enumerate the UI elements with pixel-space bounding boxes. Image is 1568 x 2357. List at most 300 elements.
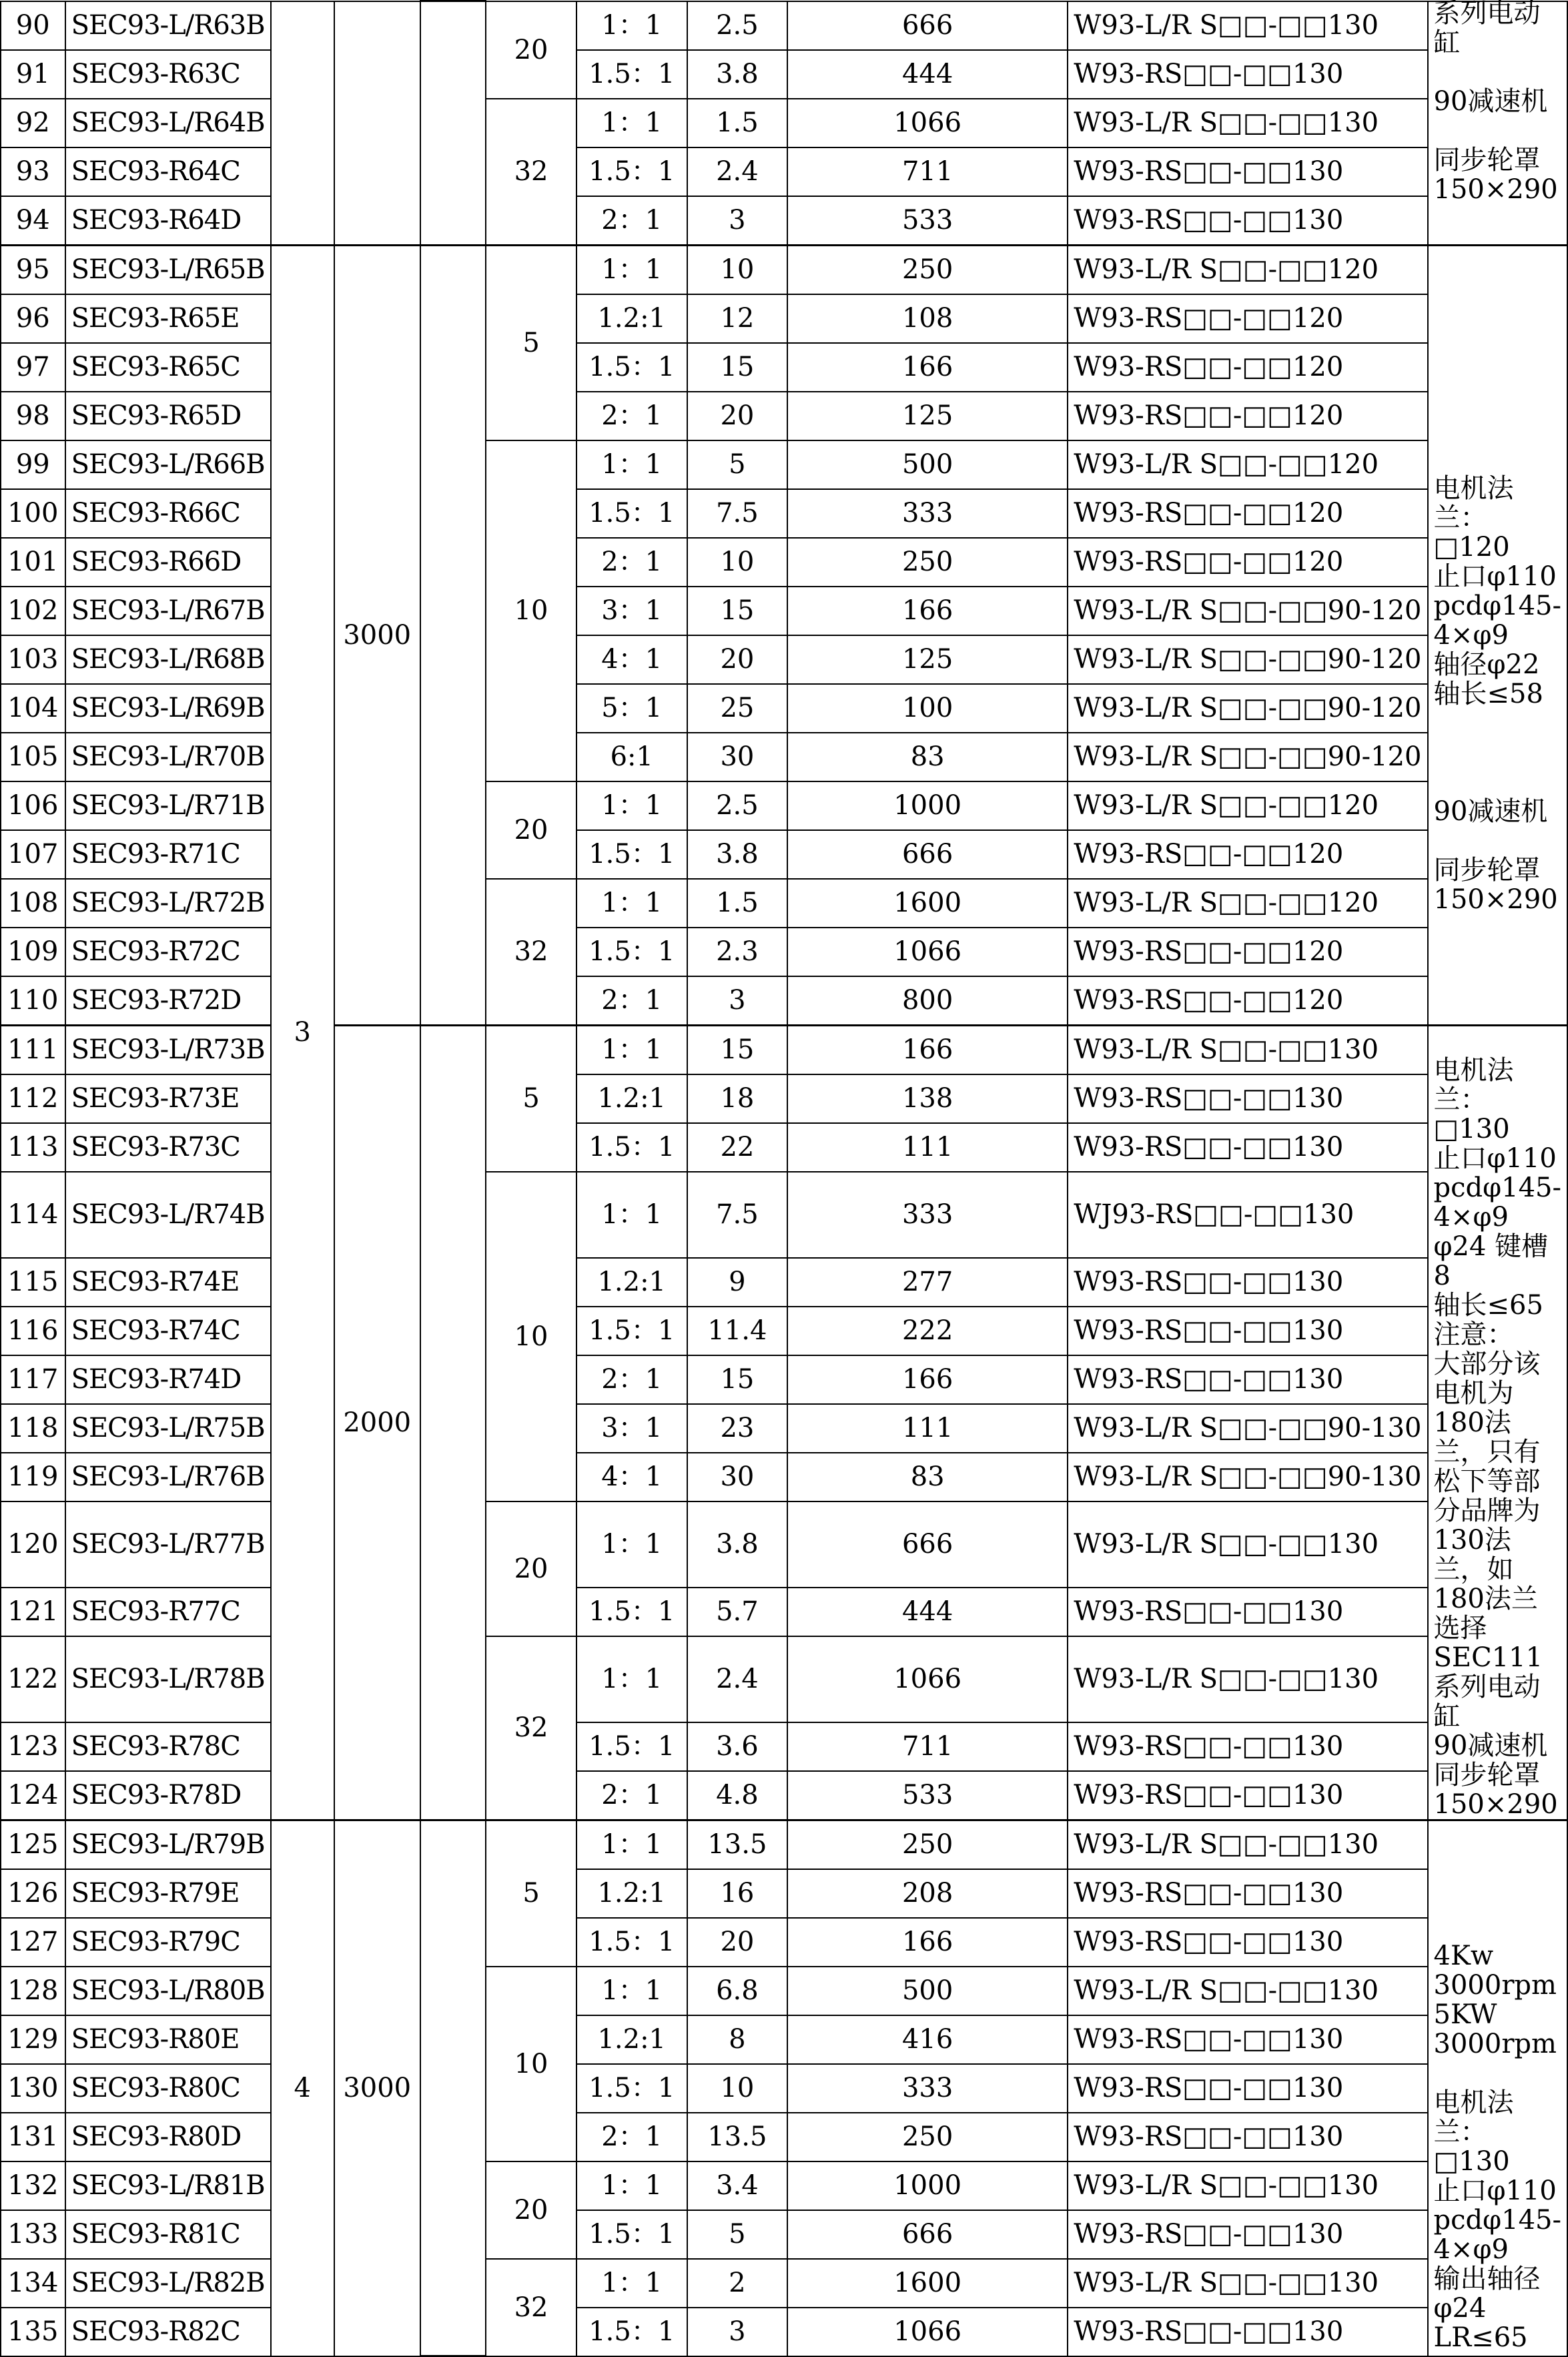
reduction-ratio: 1：1: [576, 2259, 687, 2308]
note-line: [1434, 1853, 1561, 1883]
table-row: [1, 2259, 1567, 2308]
reduction-ratio: 1.2:1: [576, 1074, 687, 1123]
reducer-part-code: W93-L/R S□□-□□90-130: [1068, 1404, 1427, 1453]
thrust-force: 166: [787, 1918, 1068, 1967]
rated-rpm: 3000: [334, 245, 420, 1025]
table-row: [1, 587, 1567, 635]
table-row: [1, 2064, 1567, 2113]
model-code: SEC93-R78D: [65, 1771, 271, 1820]
reduction-ratio: 2：1: [576, 392, 687, 440]
reducer-part-code: W93-L/R S□□-□□130: [1068, 1820, 1427, 1869]
row-number: 107: [1, 830, 65, 879]
model-code: SEC93-L/R64B: [65, 99, 271, 147]
reducer-part-code: W93-RS□□-□□120: [1068, 294, 1427, 343]
reduction-ratio: 3：1: [576, 587, 687, 635]
reduction-ratio: 1：1: [576, 879, 687, 928]
linear-speed: 10: [687, 538, 787, 587]
note-line: [1434, 1026, 1561, 1056]
thrust-force: 711: [787, 1722, 1068, 1771]
model-code: SEC93-R74C: [65, 1307, 271, 1355]
model-code: SEC93-R71C: [65, 830, 271, 879]
row-number: 112: [1, 1074, 65, 1123]
reducer-part-code: W93-RS□□-□□120: [1068, 928, 1427, 976]
linear-speed: 2.3: [687, 928, 787, 976]
table-row: [1, 2210, 1567, 2259]
screw-lead: 5: [486, 1025, 576, 1172]
reduction-ratio: 1.5：1: [576, 928, 687, 976]
reduction-ratio: 3：1: [576, 1404, 687, 1453]
linear-speed: 1.5: [687, 879, 787, 928]
reduction-ratio: 1：1: [576, 2161, 687, 2210]
row-number: 110: [1, 976, 65, 1026]
reduction-ratio: 2：1: [576, 2113, 687, 2161]
linear-speed: 22: [687, 1123, 787, 1172]
thrust-force: 333: [787, 489, 1068, 538]
linear-speed: 1.5: [687, 99, 787, 147]
table-row: [1, 1588, 1567, 1636]
reducer-part-code: W93-RS□□-□□130: [1068, 1307, 1427, 1355]
thrust-force: 125: [787, 392, 1068, 440]
model-code: SEC93-R73C: [65, 1123, 271, 1172]
linear-speed: 9: [687, 1258, 787, 1307]
row-number: 102: [1, 587, 65, 635]
model-code: SEC93-L/R80B: [65, 1967, 271, 2015]
model-code: SEC93-R66D: [65, 538, 271, 587]
note-line: pcdφ145-4×φ9: [1433, 2205, 1561, 2265]
model-code: SEC93-L/R71B: [65, 781, 271, 830]
reduction-ratio: 1.2:1: [576, 2015, 687, 2064]
model-code: SEC93-R78C: [65, 1722, 271, 1771]
reduction-ratio: 1：1: [576, 1967, 687, 2015]
thrust-force: 166: [787, 1355, 1068, 1404]
row-number: 135: [1, 2308, 65, 2356]
linear-speed: 3.6: [687, 1722, 787, 1771]
note-line: [1434, 356, 1561, 386]
row-number: 100: [1, 489, 65, 538]
linear-speed: 2.5: [687, 781, 787, 830]
model-code: SEC93-R73E: [65, 1074, 271, 1123]
linear-speed: 3.8: [687, 50, 787, 99]
reducer-part-code: W93-L/R S□□-□□120: [1068, 440, 1427, 489]
row-number: 96: [1, 294, 65, 343]
note-line: [1434, 386, 1561, 415]
model-code: SEC93-L/R69B: [65, 684, 271, 733]
reduction-ratio: 2：1: [576, 976, 687, 1026]
thrust-force: 533: [787, 196, 1068, 246]
table-row: [1, 245, 1567, 294]
row-number: 130: [1, 2064, 65, 2113]
reduction-ratio: 5：1: [576, 684, 687, 733]
note-line: 电机法兰：□130: [1433, 1054, 1514, 1144]
model-code: SEC93-L/R65B: [65, 245, 271, 294]
table-row: [1, 294, 1567, 343]
reducer-part-code: W93-RS□□-□□130: [1068, 1588, 1427, 1636]
model-code: SEC93-L/R74B: [65, 1172, 271, 1258]
reducer-part-code: W93-L/R S□□-□□130: [1068, 2259, 1427, 2308]
model-code: SEC93-L/R70B: [65, 733, 271, 781]
note-line: [1434, 444, 1561, 474]
row-number: 129: [1, 2015, 65, 2064]
reducer-part-code: W93-L/R S□□-□□130: [1068, 2161, 1427, 2210]
reducer-part-code: W93-RS□□-□□120: [1068, 830, 1427, 879]
note-line: 90减速机: [1433, 86, 1548, 117]
motor-notes: [1428, 245, 1567, 1025]
reduction-ratio: 1：1: [576, 1636, 687, 1722]
table-row: [1, 2113, 1567, 2161]
model-code: SEC93-R65E: [65, 294, 271, 343]
reduction-ratio: 1.5：1: [576, 2064, 687, 2113]
thrust-force: 111: [787, 1404, 1068, 1453]
row-number: 111: [1, 1025, 65, 1074]
screw-lead: 32: [486, 99, 576, 246]
table-row: [1, 1636, 1567, 1722]
reducer-part-code: W93-L/R S□□-□□90-120: [1068, 684, 1427, 733]
model-code: SEC93-R72D: [65, 976, 271, 1026]
thrust-force: 166: [787, 1025, 1068, 1074]
linear-speed: 2: [687, 2259, 787, 2308]
reduction-ratio: 1.2:1: [576, 1258, 687, 1307]
row-number: 97: [1, 343, 65, 392]
motor-notes: [1428, 1025, 1567, 1820]
note-line: [1434, 1883, 1561, 1912]
linear-speed: 25: [687, 684, 787, 733]
model-code: SEC93-R77C: [65, 1588, 271, 1636]
note-line: 系列电动缸: [1433, 0, 1541, 58]
motor-notes: [1428, 1820, 1567, 2356]
reduction-ratio: 1.5：1: [576, 1588, 687, 1636]
linear-speed: 2.4: [687, 1636, 787, 1722]
reduction-ratio: 1.5：1: [576, 1722, 687, 1771]
thrust-force: 666: [787, 830, 1068, 879]
reducer-part-code: W93-L/R S□□-□□130: [1068, 1501, 1427, 1588]
table-row: [1, 830, 1567, 879]
linear-speed: 10: [687, 2064, 787, 2113]
thrust-force: 1600: [787, 879, 1068, 928]
reduction-ratio: 1：1: [576, 1172, 687, 1258]
reduction-ratio: 1：1: [576, 1025, 687, 1074]
note-line: [1434, 1824, 1561, 1853]
reducer-part-code: W93-L/R S□□-□□130: [1068, 1025, 1427, 1074]
linear-speed: 20: [687, 392, 787, 440]
row-number: 106: [1, 781, 65, 830]
screw-lead: 32: [486, 2259, 576, 2356]
note-line: 同步轮罩150×290: [1433, 1759, 1558, 1820]
reducer-part-code: W93-L/R S□□-□□130: [1068, 99, 1427, 147]
linear-speed: 4.8: [687, 1771, 787, 1820]
reducer-part-code: W93-L/R S□□-□□130: [1068, 1, 1427, 50]
linear-speed: 2.4: [687, 147, 787, 196]
note-line: 电机法兰：□120: [1433, 472, 1514, 563]
table-row: [1, 50, 1567, 99]
model-code: SEC93-L/R78B: [65, 1636, 271, 1722]
row-number: 128: [1, 1967, 65, 2015]
reduction-ratio: 1.5：1: [576, 830, 687, 879]
note-line: [1434, 738, 1561, 767]
model-code: SEC93-R66C: [65, 489, 271, 538]
row-number: 131: [1, 2113, 65, 2161]
table-row: [1, 147, 1567, 196]
motor-notes: [1428, 1, 1567, 246]
row-number: 132: [1, 2161, 65, 2210]
screw-lead: 10: [486, 440, 576, 781]
reducer-part-code: W93-RS□□-□□130: [1068, 2064, 1427, 2113]
table-row: [1, 489, 1567, 538]
thrust-force: 250: [787, 2113, 1068, 2161]
thrust-force: 250: [787, 538, 1068, 587]
thrust-force: 100: [787, 684, 1068, 733]
row-number: 101: [1, 538, 65, 587]
reducer-part-code: W93-RS□□-□□120: [1068, 976, 1427, 1026]
reduction-ratio: 1.5：1: [576, 2308, 687, 2356]
reducer-part-code: W93-RS□□-□□130: [1068, 1869, 1427, 1918]
power-kw: [271, 1, 334, 246]
thrust-force: 138: [787, 1074, 1068, 1123]
row-number: 120: [1, 1501, 65, 1588]
row-number: 104: [1, 684, 65, 733]
table-row: [1, 1967, 1567, 2015]
linear-speed: 3: [687, 976, 787, 1026]
row-number: 122: [1, 1636, 65, 1722]
model-code: SEC93-R74D: [65, 1355, 271, 1404]
linear-speed: 15: [687, 1355, 787, 1404]
thrust-force: 444: [787, 1588, 1068, 1636]
note-line: [1434, 2059, 1561, 2088]
table-row: [1, 440, 1567, 489]
reduction-ratio: 1：1: [576, 440, 687, 489]
reduction-ratio: 1.5：1: [576, 1918, 687, 1967]
thrust-force: 500: [787, 1967, 1068, 2015]
model-code: SEC93-R63C: [65, 50, 271, 99]
screw-lead: 20: [486, 781, 576, 879]
row-number: 99: [1, 440, 65, 489]
model-code: SEC93-L/R75B: [65, 1404, 271, 1453]
model-code: SEC93-L/R79B: [65, 1820, 271, 1869]
reduction-ratio: 1.5：1: [576, 1307, 687, 1355]
row-number: 108: [1, 879, 65, 928]
model-code: SEC93-R79E: [65, 1869, 271, 1918]
model-code: SEC93-L/R67B: [65, 587, 271, 635]
table-row: [1, 538, 1567, 587]
reduction-ratio: 1.5：1: [576, 147, 687, 196]
note-line: [1434, 767, 1561, 797]
reduction-ratio: 4：1: [576, 635, 687, 684]
row-number: 117: [1, 1355, 65, 1404]
note-line: 90减速机: [1433, 795, 1548, 827]
thrust-force: 222: [787, 1307, 1068, 1355]
reducer-part-code: W93-L/R S□□-□□130: [1068, 1967, 1427, 2015]
table-row: [1, 1501, 1567, 1588]
note-line: 注意：: [1433, 1319, 1514, 1350]
thrust-force: 666: [787, 1, 1068, 50]
reducer-part-code: W93-L/R S□□-□□130: [1068, 1636, 1427, 1722]
linear-speed: 16: [687, 1869, 787, 1918]
row-number: 109: [1, 928, 65, 976]
linear-speed: 5: [687, 2210, 787, 2259]
note-line: [1434, 1912, 1561, 1941]
linear-speed: 5: [687, 440, 787, 489]
row-number: 118: [1, 1404, 65, 1453]
rated-rpm: [334, 1, 420, 246]
thrust-force: 125: [787, 635, 1068, 684]
note-line: φ24 键槽8: [1433, 1231, 1549, 1291]
reducer-part-code: W93-RS□□-□□130: [1068, 2113, 1427, 2161]
linear-speed: 15: [687, 587, 787, 635]
note-line: 同步轮罩150×290: [1433, 854, 1558, 915]
model-code: SEC93-L/R81B: [65, 2161, 271, 2210]
row-number: 123: [1, 1722, 65, 1771]
thrust-force: 108: [787, 294, 1068, 343]
linear-speed: 3.4: [687, 2161, 787, 2210]
note-line: 轴径φ22: [1433, 649, 1540, 680]
reducer-part-code: W93-L/R S□□-□□90-130: [1068, 1453, 1427, 1501]
model-code: SEC93-R72C: [65, 928, 271, 976]
thrust-force: 250: [787, 1820, 1068, 1869]
model-code: SEC93-L/R82B: [65, 2259, 271, 2308]
note-line: [1434, 415, 1561, 444]
model-code: SEC93-R80C: [65, 2064, 271, 2113]
note-line: 止口φ110: [1433, 2175, 1557, 2206]
screw-lead: 32: [486, 1636, 576, 1820]
row-number: 98: [1, 392, 65, 440]
row-number: 92: [1, 99, 65, 147]
linear-speed: 3.8: [687, 1501, 787, 1588]
row-number: 133: [1, 2210, 65, 2259]
reduction-ratio: 1：1: [576, 99, 687, 147]
screw-lead: 5: [486, 1820, 576, 1967]
thrust-force: 208: [787, 1869, 1068, 1918]
linear-speed: 10: [687, 245, 787, 294]
screw-lead: 5: [486, 245, 576, 440]
linear-speed: 8: [687, 2015, 787, 2064]
rated-rpm: 3000: [334, 1820, 420, 2356]
thrust-force: 250: [787, 245, 1068, 294]
note-line: [1434, 709, 1561, 738]
note-line: 4Kw 3000rpm: [1433, 1941, 1557, 2001]
model-code: SEC93-R64D: [65, 196, 271, 246]
note-line: 输出轴径φ24: [1433, 2264, 1541, 2324]
thrust-force: 83: [787, 1453, 1068, 1501]
note-line: [1434, 116, 1561, 145]
power-kw: 4: [271, 1820, 334, 2356]
row-number: 119: [1, 1453, 65, 1501]
row-number: 105: [1, 733, 65, 781]
model-code: SEC93-R80E: [65, 2015, 271, 2064]
model-code: SEC93-R79C: [65, 1918, 271, 1967]
reduction-ratio: 2：1: [576, 1771, 687, 1820]
reduction-ratio: 1.5：1: [576, 489, 687, 538]
row-number: 121: [1, 1588, 65, 1636]
row-number: 134: [1, 2259, 65, 2308]
reducer-part-code: W93-RS□□-□□120: [1068, 343, 1427, 392]
table-row: [1, 1722, 1567, 1771]
thrust-force: 666: [787, 1501, 1068, 1588]
reducer-part-code: W93-RS□□-□□130: [1068, 1258, 1427, 1307]
table-row: [1, 1307, 1567, 1355]
power-kw: 3: [271, 245, 334, 1820]
reduction-ratio: 1：1: [576, 781, 687, 830]
table-row: [1, 1869, 1567, 1918]
thrust-force: 444: [787, 50, 1068, 99]
note-line: 止口φ110: [1433, 561, 1557, 592]
linear-speed: 15: [687, 343, 787, 392]
reduction-ratio: 1.2:1: [576, 294, 687, 343]
note-line: 轴长≤65: [1433, 1289, 1543, 1321]
reducer-part-code: W93-RS□□-□□130: [1068, 1355, 1427, 1404]
reduction-ratio: 1.5：1: [576, 343, 687, 392]
row-number: 115: [1, 1258, 65, 1307]
table-row: [1, 781, 1567, 830]
table-row: [1, 733, 1567, 781]
column-divider: [420, 245, 486, 1025]
table-row: [1, 2015, 1567, 2064]
thrust-force: 711: [787, 147, 1068, 196]
reduction-ratio: 2：1: [576, 1355, 687, 1404]
linear-speed: 6.8: [687, 1967, 787, 2015]
row-number: 127: [1, 1918, 65, 1967]
table-row: [1, 1172, 1567, 1258]
reducer-part-code: W93-RS□□-□□130: [1068, 1771, 1427, 1820]
row-number: 124: [1, 1771, 65, 1820]
table-row: [1, 684, 1567, 733]
note-line: [1434, 57, 1561, 87]
table-row: [1, 196, 1567, 246]
table-row: [1, 1074, 1567, 1123]
model-code: SEC93-L/R63B: [65, 1, 271, 50]
model-code: SEC93-R64C: [65, 147, 271, 196]
thrust-force: 166: [787, 343, 1068, 392]
reducer-part-code: W93-RS□□-□□130: [1068, 2210, 1427, 2259]
thrust-force: 1066: [787, 1636, 1068, 1722]
reducer-part-code: W93-L/R S□□-□□120: [1068, 245, 1427, 294]
thrust-force: 1066: [787, 928, 1068, 976]
linear-speed: 23: [687, 1404, 787, 1453]
table-row: [1, 1771, 1567, 1820]
reducer-part-code: W93-RS□□-□□130: [1068, 1722, 1427, 1771]
reduction-ratio: 1.2:1: [576, 1869, 687, 1918]
thrust-force: 1000: [787, 781, 1068, 830]
reduction-ratio: 1.5：1: [576, 1123, 687, 1172]
reduction-ratio: 2：1: [576, 538, 687, 587]
thrust-force: 166: [787, 587, 1068, 635]
model-code: SEC93-R82C: [65, 2308, 271, 2356]
reducer-part-code: W93-RS□□-□□120: [1068, 538, 1427, 587]
model-code: SEC93-L/R68B: [65, 635, 271, 684]
note-line: [1434, 826, 1561, 856]
table-row: [1, 2161, 1567, 2210]
linear-speed: 3: [687, 2308, 787, 2356]
table-row: [1, 1025, 1567, 1074]
reduction-ratio: 1：1: [576, 1820, 687, 1869]
model-code: SEC93-R65C: [65, 343, 271, 392]
screw-lead: 32: [486, 879, 576, 1026]
note-line: 轴长≤58: [1433, 678, 1543, 709]
linear-speed: 13.5: [687, 2113, 787, 2161]
thrust-force: 1066: [787, 99, 1068, 147]
linear-speed: 2.5: [687, 1, 787, 50]
thrust-force: 1600: [787, 2259, 1068, 2308]
column-divider: [420, 1820, 486, 2356]
reducer-part-code: W93-RS□□-□□130: [1068, 2308, 1427, 2356]
linear-speed: 12: [687, 294, 787, 343]
screw-lead: 10: [486, 1967, 576, 2161]
reducer-part-code: W93-L/R S□□-□□90-120: [1068, 635, 1427, 684]
model-code: SEC93-R74E: [65, 1258, 271, 1307]
linear-speed: 20: [687, 1918, 787, 1967]
table-row: [1, 1820, 1567, 1869]
reducer-part-code: WJ93-RS□□-□□130: [1068, 1172, 1427, 1258]
model-code: SEC93-R65D: [65, 392, 271, 440]
thrust-force: 333: [787, 1172, 1068, 1258]
